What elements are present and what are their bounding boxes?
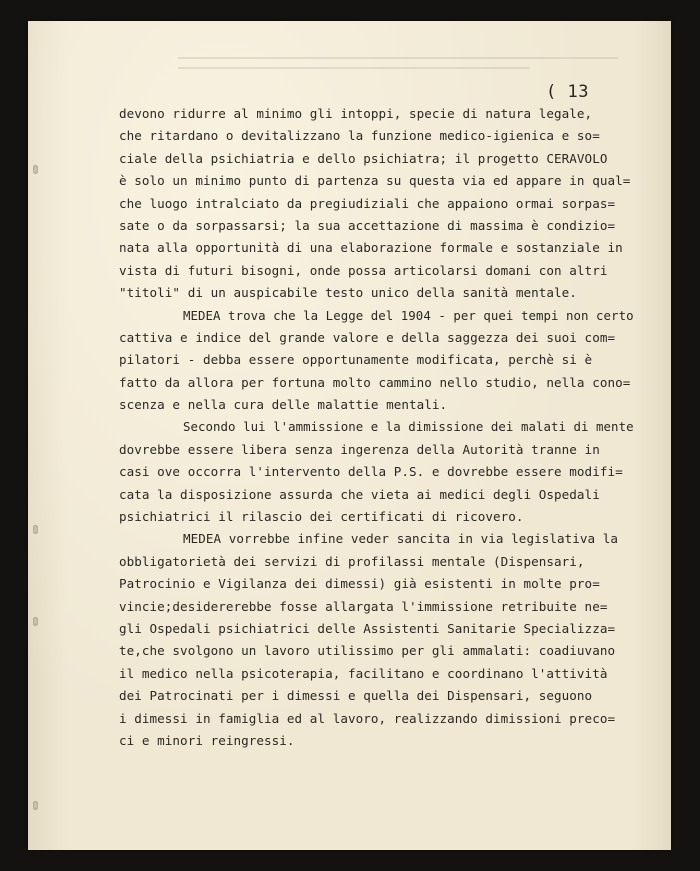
text-line: pilatori - debba essere opportunamente modificata, perchè si è <box>119 352 593 368</box>
text-line: MEDEA vorrebbe infine veder sancita in via legislativa la <box>183 531 619 547</box>
text-line: fatto da allora per fortuna molto cammino nello studio, nella cono= <box>119 374 631 390</box>
text-line: devono ridurre al minimo gli intoppi, specie di natura legale, <box>119 106 593 121</box>
text-line: nata alla opportunità di una elaborazione formale e sostanziale in <box>119 240 623 256</box>
text-line: cattiva e indice del grande valore e della saggezza dei suoi com= <box>119 329 616 345</box>
text-line: che luogo intralciato da pregiudiziali che appaiono ormai sorpas= <box>119 195 616 211</box>
text-line: ci e minori reingressi. <box>119 732 295 748</box>
text-line: che ritardano o devitalizzano la funzione medico-igienica e so= <box>119 128 600 144</box>
text-line: casi ove occorra l'intervento della P.S. e dovrebbe essere modifi= <box>119 464 623 480</box>
text-line: i dimessi in famiglia ed al lavoro, realizzando dimissioni preco= <box>119 710 616 726</box>
text-line: vincie;desidererebbe fosse allargata l'immissione retribuite ne= <box>119 598 608 614</box>
text-line: te,che svolgono un lavoro utilissimo per gli ammalati: coadiuvano <box>119 643 616 659</box>
punch-hole <box>33 525 38 534</box>
text-line: obbligatorietà dei servizi di profilassi mentale (Dispensari, <box>119 553 585 569</box>
text-line: il medico nella psicoterapia, facilitano e coordinano l'attività <box>119 665 608 681</box>
text-line: Patrocinio e Vigilanza dei dimessi) già esistenti in molte pro= <box>119 576 600 592</box>
text-line: vista di futuri bisogni, onde possa articolarsi domani con altri <box>119 262 608 278</box>
punch-hole <box>33 617 38 626</box>
text-line: Secondo lui l'ammissione e la dimissione dei malati di mente <box>183 419 634 435</box>
text-line: MEDEA trova che la Legge del 1904 - per quei tempi non certo <box>183 307 634 323</box>
page-number: ( 13 <box>546 82 589 102</box>
text-line: sate o da sorpassarsi; la sua accettazione di massima è condizio= <box>119 217 616 233</box>
text-line: scenza e nella cura delle malattie mentali. <box>119 397 448 413</box>
text-line: gli Ospedali psichiatrici delle Assistenti Sanitarie Specializza= <box>119 620 616 636</box>
text-line: dovrebbe essere libera senza ingerenza della Autorità tranne in <box>119 441 600 457</box>
typewritten-text-block <box>119 103 639 752</box>
text-line: "titoli" di un auspicabile testo unico della sanità mentale. <box>119 285 577 301</box>
text-line: cata la disposizione assurda che vieta ai medici degli Ospedali <box>119 486 600 502</box>
text-line: è solo un minimo punto di partenza su questa via ed appare in qual= <box>119 173 631 189</box>
text-line: ciale della psichiatria e dello psichiatra; il progetto CERAVOLO <box>119 150 608 166</box>
punch-hole <box>33 165 38 174</box>
punch-hole <box>33 801 38 810</box>
text-line: dei Patrocinati per i dimessi e quella dei Dispensari, seguono <box>119 688 593 704</box>
text-line: psichiatrici il rilascio dei certificati di ricovero. <box>119 509 524 525</box>
